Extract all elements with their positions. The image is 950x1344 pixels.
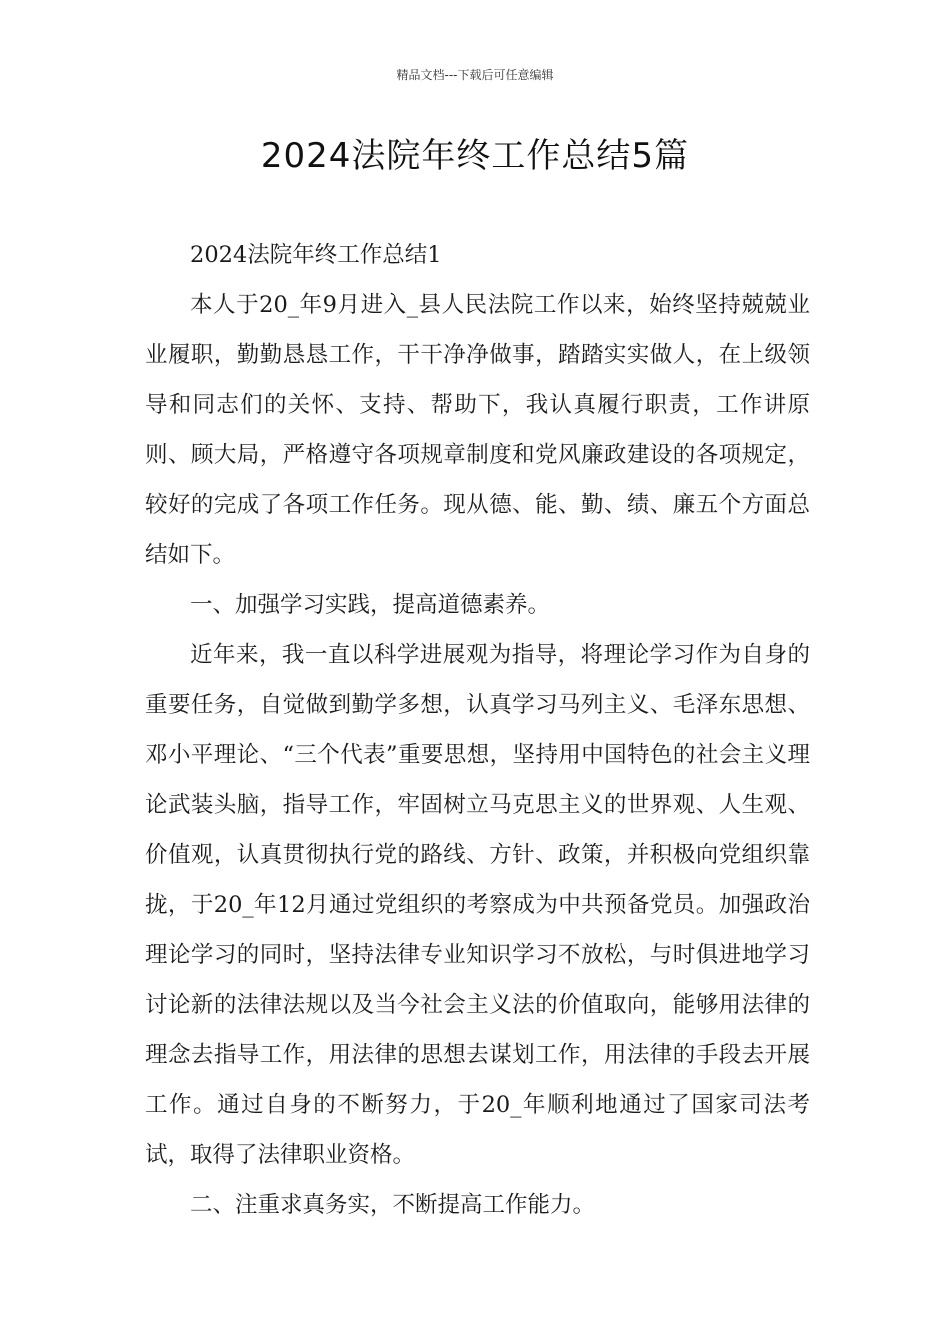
body-paragraph: 近年来，我一直以科学进展观为指导，将理论学习作为自身的重要任务，自觉做到勤学多想，认真学习马列主义、毛泽东思想、邓小平理论、“三个代表”重要思想，坚持用中国特色的社会主义理论武装头脑，指导工作，牢固树立马克思主义的世界观、人生观、价值观，认真贯彻执行党的路线、方针、政策，并积极向党组织靠拢，于20_年12月通过党组织的考察成为中共预备党员。加强政治理论学习的同时，坚持法律专业知识学习不放松，与时俱进地学习讨论新的法律法规以及当今社会主义法的价值取向，能够用法律的理念去指导工作，用法律的思想去谋划工作，用法律的手段去开展工作。通过自身的不断努力，于20_年顺利地通过了国家司法考试，取得了法律职业资格。 <box>145 642 810 1168</box>
subsection-heading: 一、加强学习实践，提高道德素养。 <box>190 592 551 618</box>
section-heading: 2024法院年终工作总结1 <box>190 242 442 268</box>
document-title: 2024法院年终工作总结5篇 <box>260 136 690 176</box>
subsection-heading: 二、注重求真务实，不断提高工作能力。 <box>190 1192 596 1218</box>
body-paragraph: 本人于20_年9月进入_县人民法院工作以来，始终坚持兢兢业业履职，勤勤恳恳工作，干干净净做事，踏踏实实做人，在上级领导和同志们的关怀、支持、帮助下，我认真履行职责，工作讲原则、顾大局，严格遵守各项规章制度和党风廉政建设的各项规定，较好的完成了各项工作任务。现从德、能、勤、绩、廉五个方面总结如下。 <box>145 292 810 568</box>
document-body <box>145 230 810 1230</box>
page-header-note: 精品文档---下载后可任意编辑 <box>396 68 554 82</box>
